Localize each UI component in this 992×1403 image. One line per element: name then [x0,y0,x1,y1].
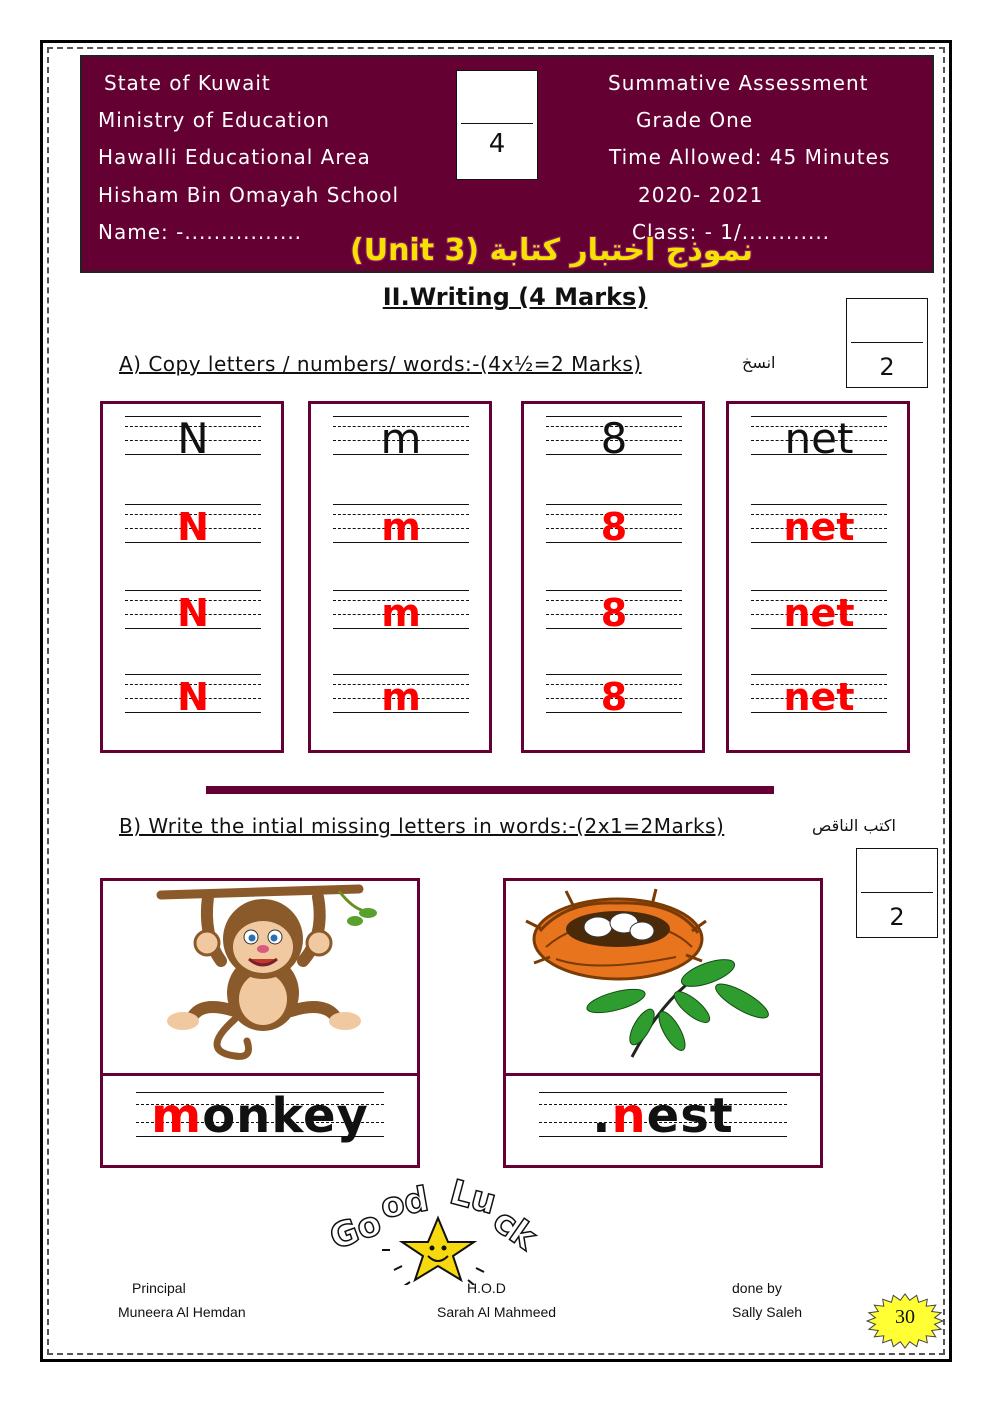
part-a-instruction: A) Copy letters / numbers/ words:-(4x½=2 Marks) [119,352,642,376]
total-score: 4 [488,129,506,159]
part-a-arabic: انسخ [742,353,776,372]
copied-glyph: net [783,505,855,549]
total-score-box [456,70,538,180]
copy-box [521,401,705,753]
svg-text:Lu: Lu [445,1172,501,1223]
copied-glyph: 8 [600,675,628,719]
missing-letter: n [611,1088,647,1144]
section-title-text: .Writing (4 Marks) [400,283,648,311]
header-state: State of Kuwait [104,71,271,95]
handwriting-row [751,674,887,719]
model-glyph: 8 [600,414,628,463]
principal-role: Principal [132,1280,186,1296]
copied-glyph: m [381,591,421,635]
header-grade: Grade One [636,108,754,132]
model-row [125,414,261,463]
copy-box [308,401,492,753]
svg-text:Go: Go [324,1202,387,1259]
done-by-name: Sally Saleh [732,1304,803,1320]
header-school: Hisham Bin Omayah School [98,183,400,207]
svg-text:ck: ck [485,1200,544,1259]
model-row [751,414,887,463]
nest-word [503,1078,823,1158]
copy-box [100,401,284,753]
header-year: 2020- 2021 [638,183,764,207]
copied-glyph: net [783,675,855,719]
word-prefix: . [592,1088,612,1144]
model-row [333,414,469,463]
hod-role: H.O.D [467,1280,506,1296]
page-number: 30 [895,1306,915,1328]
part-b-score: 2 [889,903,905,931]
section-roman: II [382,283,401,311]
section-title [0,283,992,311]
copied-glyph: N [177,591,209,635]
word-rest: est [646,1088,734,1144]
copied-glyph: N [177,675,209,719]
copied-glyph: m [381,505,421,549]
part-b-score-box [856,848,938,938]
handwriting-row [333,674,469,719]
header-class-field: Class: - 1/............ [632,220,831,244]
handwriting-row [751,504,887,549]
model-glyph: m [380,414,422,463]
model-row [546,414,682,463]
exam-title-arabic: نموذج اختبار كتابة (Unit 3) [350,233,753,268]
section-separator [206,786,774,794]
good-luck-graphic [320,1170,550,1285]
missing-letter: m [151,1088,203,1144]
handwriting-row [546,590,682,635]
header-ministry: Ministry of Education [98,108,330,132]
header-time: Time Allowed: 45 Minutes [609,145,891,169]
word-rest: onkey [202,1088,369,1144]
copy-box [726,401,910,753]
model-glyph: N [177,414,209,463]
done-by-role: done by [732,1280,782,1296]
part-a-score-box [846,298,928,388]
handwriting-row [125,590,261,635]
hod-name: Sarah Al Mahmeed [437,1304,557,1320]
handwriting-row [751,590,887,635]
svg-text:od: od [377,1179,432,1227]
header-area: Hawalli Educational Area [98,145,371,169]
handwriting-row [333,504,469,549]
header-assessment: Summative Assessment [608,71,869,95]
part-a-score: 2 [879,353,895,381]
principal-name: Muneera Al Hemdan [118,1304,246,1320]
part-b-instruction: B) Write the intial missing letters in words:-(2x1=2Marks) [119,814,725,838]
copied-glyph: 8 [600,505,628,549]
model-glyph: net [784,414,854,463]
header-name-field: Name: -................ [98,220,303,244]
handwriting-row [546,674,682,719]
copied-glyph: m [381,675,421,719]
handwriting-row [125,504,261,549]
monkey-word [100,1078,420,1158]
part-b-arabic: اكتب الناقص [812,816,896,835]
handwriting-row [125,674,261,719]
copied-glyph: 8 [600,591,628,635]
handwriting-row [546,504,682,549]
handwriting-row [333,590,469,635]
copied-glyph: net [783,591,855,635]
copied-glyph: N [177,505,209,549]
